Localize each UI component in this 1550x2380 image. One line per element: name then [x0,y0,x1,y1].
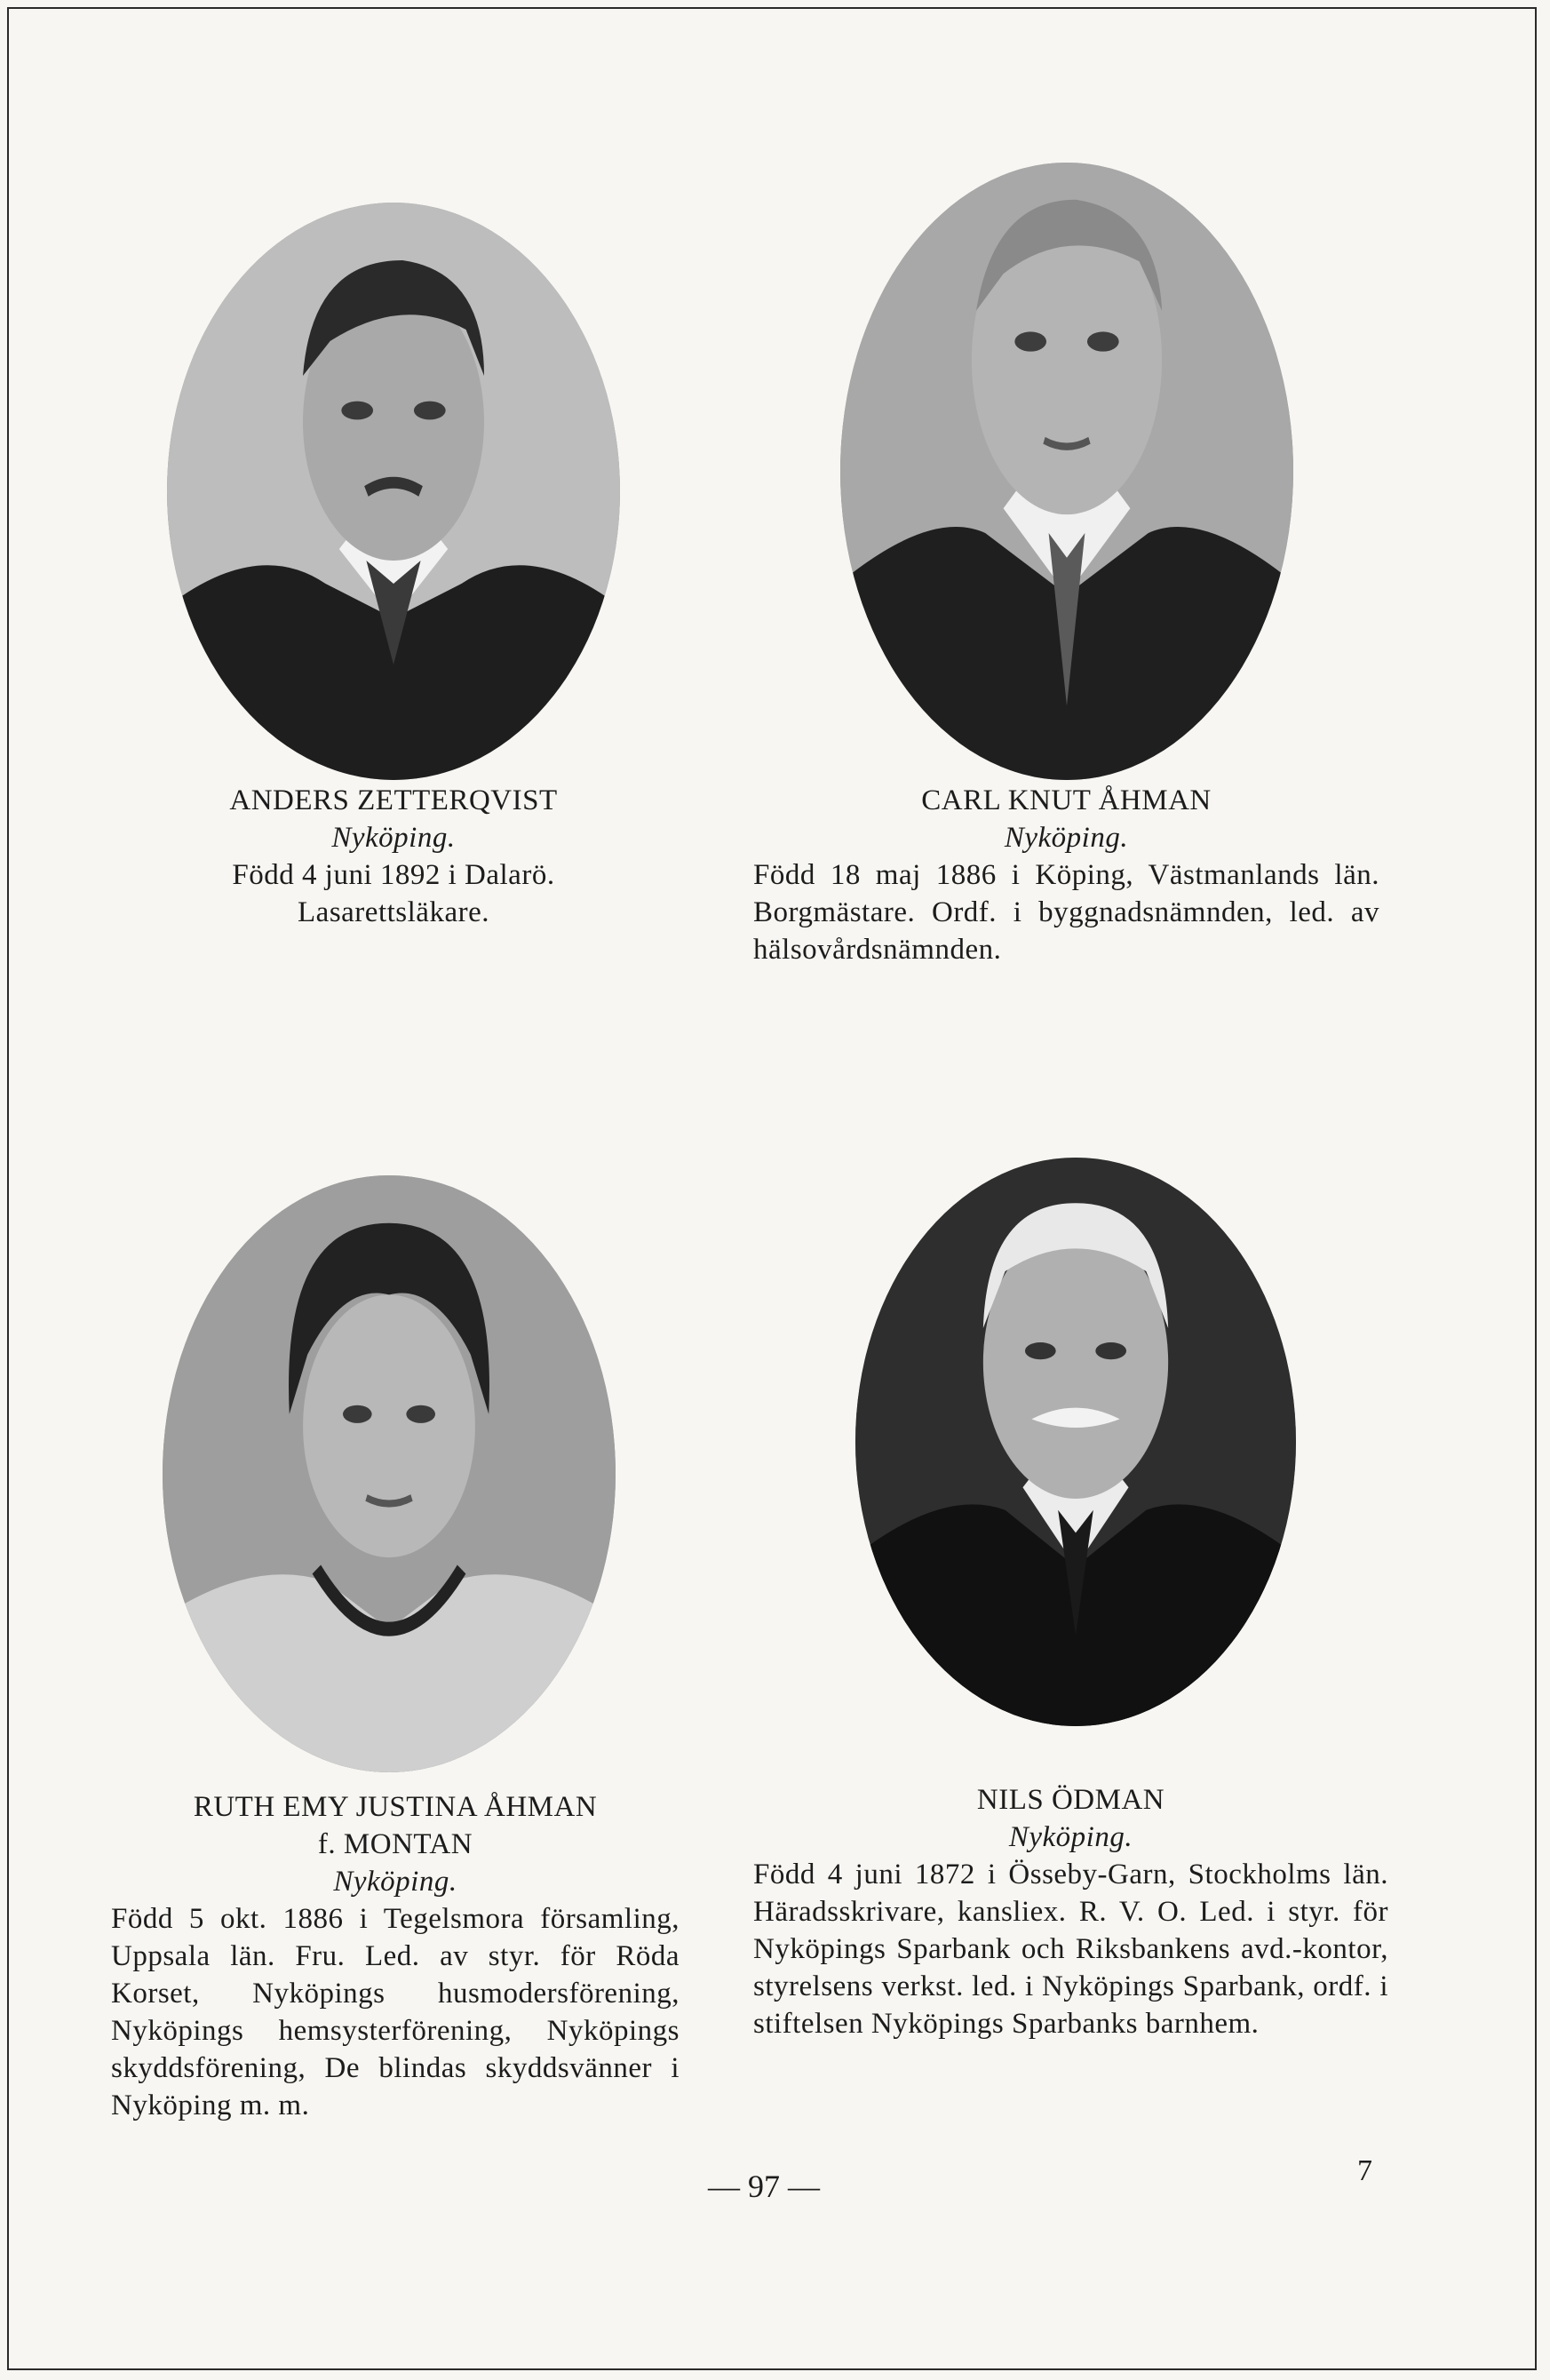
residence: Nyköping. [333,1866,457,1898]
person-name: ANDERS ZETTERQVIST [229,784,558,816]
biography: Född 4 juni 1872 i Össeby-Garn, Stockholms län. Häradsskrivare, kansliex. R. V. O. Led. i styr. för Nyköpings Sparbank och Riksbankens avd.-kontor, styrelsens verkst. led. i Nyköpings Sparbank, ordf. i stiftelsen Nyköpings Sparbanks barnhem. [753,1859,1388,2040]
portrait-photo [163,1175,616,1772]
biography: Född 18 maj 1886 i Köping, Västmanlands län. Borgmästare. Ordf. i byggnadsnämnden, led. av hälsovårdsnämnden. [753,859,1379,966]
residence: Nyköping. [1008,1821,1133,1853]
residence: Nyköping. [331,822,456,854]
sheet-signature-mark: 7 [1357,2154,1372,2187]
caption-block [753,1781,1388,2042]
biography: Född 5 okt. 1886 i Tegelsmora församling, Uppsala län. Fru. Led. av styr. för Röda Korset, Nyköpings husmodersförening, Nyköpings hemsysterförening, Nyköpings skyddsförening, De blindas skyddsvänner i Nyköping m. m. [111,1903,680,2121]
person-name: RUTH EMY JUSTINA ÅHMAN [193,1791,598,1823]
portrait-photo [840,163,1293,780]
residence: Nyköping. [1004,822,1129,854]
caption-block [167,782,620,931]
portrait-photo [167,203,620,780]
person-name: CARL KNUT ÅHMAN [921,784,1212,816]
caption-block [753,782,1379,968]
biography: Född 4 juni 1892 i Dalarö. Lasarettsläkare. [232,859,555,928]
page-number: — 97 — [708,2169,820,2204]
person-name: NILS ÖDMAN [976,1784,1165,1816]
portrait-photo [855,1158,1296,1726]
caption-block [111,1788,680,2124]
maiden-name: f. MONTAN [317,1828,473,1860]
